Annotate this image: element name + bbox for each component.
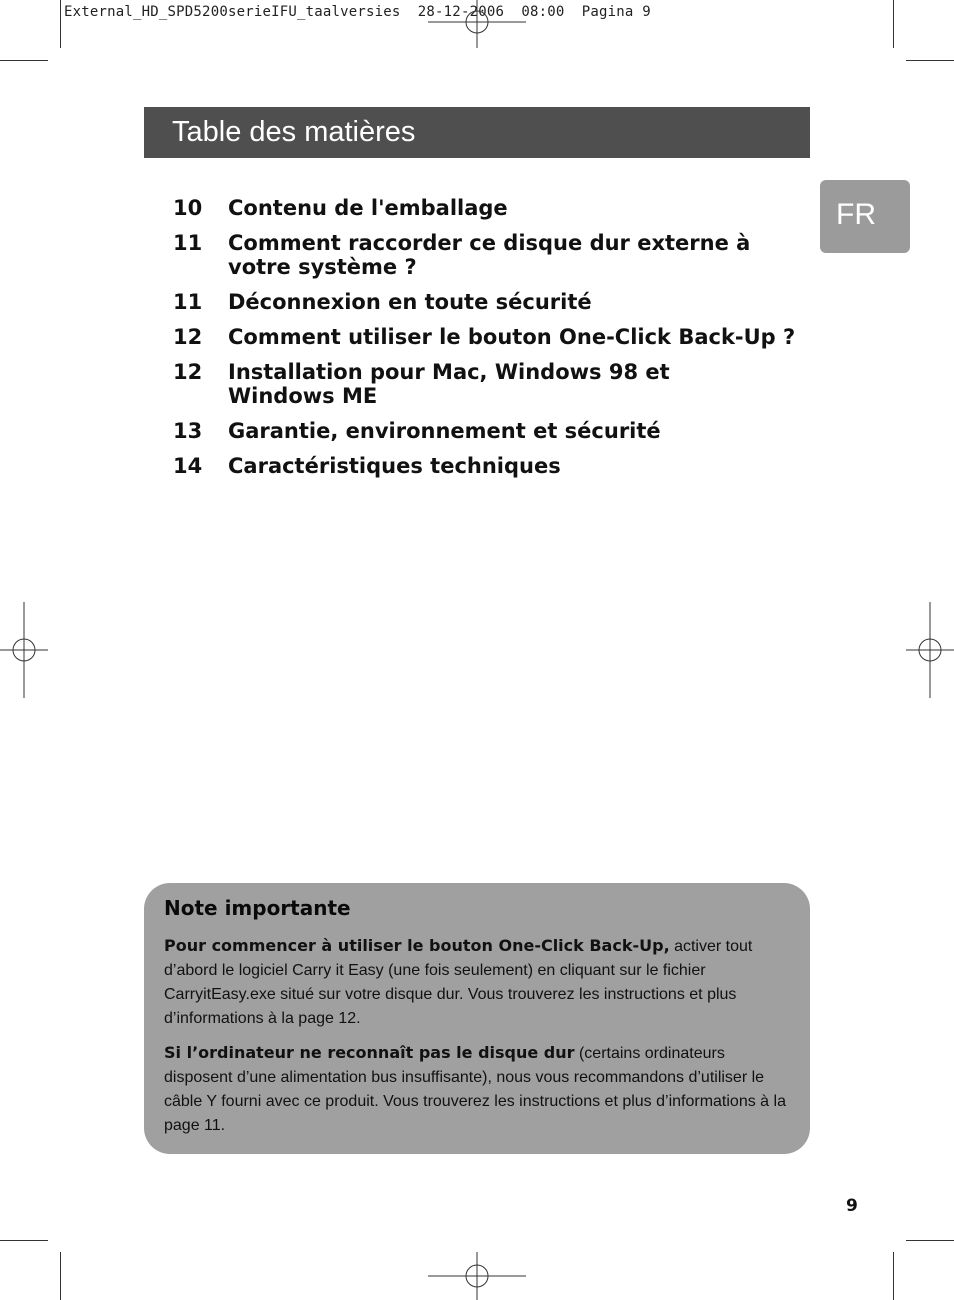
toc-label: Installation pour Mac, Windows 98 et Windows ME bbox=[228, 360, 670, 408]
title-bar bbox=[144, 107, 810, 158]
crop-mark bbox=[60, 1252, 61, 1300]
note-paragraph bbox=[164, 1041, 790, 1138]
registration-mark-top bbox=[428, 0, 526, 48]
crop-mark bbox=[906, 60, 954, 61]
page-title: Table des matières bbox=[172, 116, 416, 148]
note-paragraph-bold: Pour commencer à utiliser le bouton One-Click Back-Up, bbox=[164, 936, 670, 955]
crop-mark bbox=[0, 60, 48, 61]
toc-item bbox=[173, 196, 823, 220]
crop-mark bbox=[60, 0, 61, 48]
page-number: 9 bbox=[846, 1196, 858, 1216]
language-tab-label: FR bbox=[836, 198, 876, 231]
slug-page: 9 bbox=[642, 4, 651, 20]
slug-date: 28-12-2006 bbox=[417, 4, 505, 20]
crop-mark bbox=[893, 1252, 894, 1300]
toc-page-number: 11 bbox=[173, 231, 203, 255]
toc-label: Caractéristiques techniques bbox=[228, 454, 561, 478]
toc-item bbox=[173, 290, 823, 314]
toc-page-number: 11 bbox=[173, 290, 203, 314]
language-tab bbox=[820, 180, 910, 253]
toc-page-number: 12 bbox=[173, 360, 203, 384]
registration-mark-bottom bbox=[428, 1252, 526, 1300]
toc-page-number: 12 bbox=[173, 325, 203, 349]
crop-mark bbox=[0, 1240, 48, 1241]
slug-file: External_HD_SPD5200serieIFU_taalversies bbox=[64, 4, 401, 20]
important-note-box bbox=[144, 883, 810, 1154]
table-of-contents bbox=[173, 196, 823, 489]
toc-label: Contenu de l'emballage bbox=[228, 196, 508, 220]
toc-item bbox=[173, 325, 823, 349]
registration-mark-left bbox=[0, 602, 48, 698]
toc-item bbox=[173, 231, 823, 279]
note-paragraph-bold: Si l’ordinateur ne reconnaît pas le disque dur bbox=[164, 1043, 575, 1062]
toc-item bbox=[173, 419, 823, 443]
slug-page-word: Pagina bbox=[581, 4, 634, 20]
toc-page-number: 10 bbox=[173, 196, 203, 220]
registration-mark-right bbox=[906, 602, 954, 698]
toc-label: Garantie, environnement et sécurité bbox=[228, 419, 661, 443]
toc-label: Comment raccorder ce disque dur externe à votre système ? bbox=[228, 231, 751, 279]
toc-page-number: 13 bbox=[173, 419, 203, 443]
print-slug bbox=[64, 4, 651, 20]
crop-mark bbox=[893, 0, 894, 48]
note-paragraph-text: (certains ordinateurs disposent d’une alimentation bus insuffisante), nous vous recommandons d’utiliser le câble Y fourni avec ce produit. Vous trouverez les instructions et plus d’informations à la page 11. bbox=[164, 1045, 786, 1134]
toc-item bbox=[173, 360, 823, 408]
slug-time: 08:00 bbox=[521, 4, 565, 20]
toc-label: Déconnexion en toute sécurité bbox=[228, 290, 592, 314]
toc-item bbox=[173, 454, 823, 478]
note-title: Note importante bbox=[164, 896, 351, 920]
toc-page-number: 14 bbox=[173, 454, 203, 478]
toc-label: Comment utiliser le bouton One-Click Back-Up ? bbox=[228, 325, 796, 349]
note-paragraph-text: activer tout d’abord le logiciel Carry it Easy (une fois seulement) en cliquant sur le fichier CarryitEasy.exe situé sur votre disque dur. Vous trouverez les instructions et plus d’informations à la page 12. bbox=[164, 938, 753, 1027]
note-paragraph bbox=[164, 934, 790, 1031]
crop-mark bbox=[906, 1240, 954, 1241]
